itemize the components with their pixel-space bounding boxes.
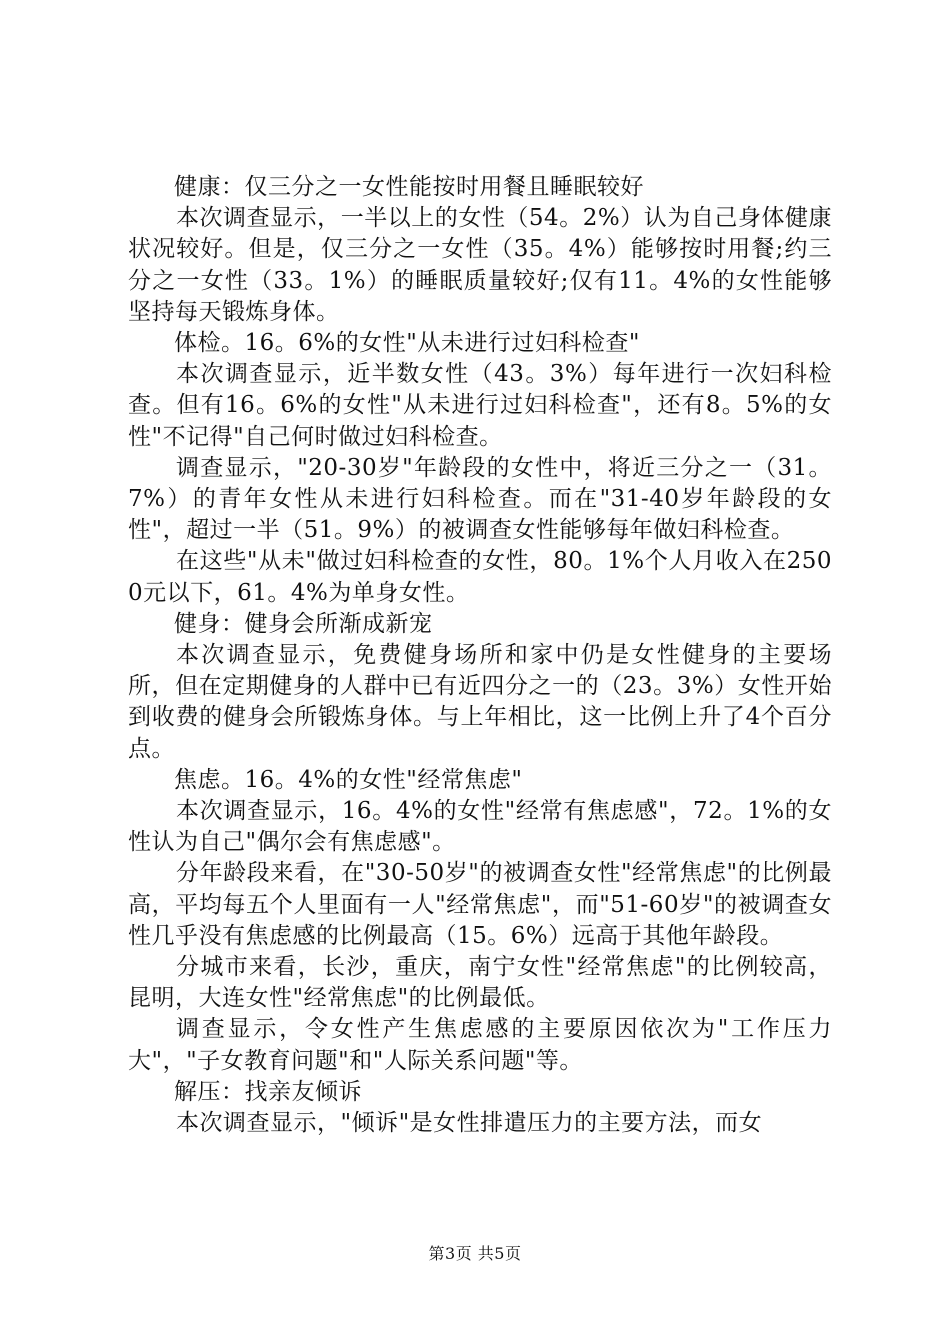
section-heading-checkup: 体检。16。6%的女性"从未进行过妇科检查" — [174, 330, 640, 357]
paragraph: 调查显示，令女性产生焦虑感的主要原因依次为"工作压力大"，"子女教育问题"和"人际关系问题"等。 — [128, 1016, 832, 1074]
paragraph: 本次调查显示，免费健身场所和家中仍是女性健身的主要场所，但在定期健身的人群中已有近四分之一的（23。3%）女性开始到收费的健身会所锻炼身体。与上年相比，这一比例上升了4个百分点。 — [128, 642, 832, 762]
paragraph: 本次调查显示，"倾诉"是女性排遣压力的主要方法，而女 — [176, 1110, 763, 1137]
paragraph: 调查显示，"20-30岁"年龄段的女性中，将近三分之一（31。7%）的青年女性从未进行妇科检查。而在"31-40岁年龄段的女性"，超过一半（51。9%）的被调查女性能够每年做妇科检查。 — [128, 454, 832, 544]
paragraph: 分城市来看，长沙，重庆，南宁女性"经常焦虑"的比例较高，昆明，大连女性"经常焦虑"的比例最低。 — [128, 954, 832, 1012]
paragraph: 在这些"从未"做过妇科检查的女性，80。1%个人月收入在2500元以下，61。4%为单身女性。 — [128, 548, 832, 606]
section-heading-stress-relief: 解压：找亲友倾诉 — [174, 1078, 362, 1105]
paragraph: 本次调查显示，近半数女性（43。3%）每年进行一次妇科检查。但有16。6%的女性"从未进行过妇科检查"，还有8。5%的女性"不记得"自己何时做过妇科检查。 — [128, 361, 832, 450]
section-heading-health: 健康：仅三分之一女性能按时用餐且睡眠较好 — [174, 174, 644, 200]
document-body — [128, 172, 832, 1139]
paragraph: 本次调查显示，16。4%的女性"经常有焦虑感"，72。1%的女性认为自己"偶尔会有焦虑感"。 — [128, 798, 832, 856]
section-heading-fitness: 健身：健身会所渐成新宠 — [174, 610, 433, 637]
page-number-footer: 第3页 共5页 — [428, 1244, 522, 1263]
paragraph: 分年龄段来看，在"30-50岁"的被调查女性"经常焦虑"的比例最高，平均每五个人里面有一人"经常焦虑"，而"51-60岁"的被调查女性几乎没有焦虑感的比例最高（15。6%）远高于其他年龄段。 — [128, 860, 832, 949]
paragraph: 本次调查显示，一半以上的女性（54。2%）认为自己身体健康状况较好。但是，仅三分之一女性（35。4%）能够按时用餐;约三分之一女性（33。1%）的睡眠质量较好;仅有11。4%的女性能够坚持每天锻炼身体。 — [128, 205, 832, 325]
section-heading-anxiety: 焦虑。16。4%的女性"经常焦虑" — [174, 766, 523, 793]
